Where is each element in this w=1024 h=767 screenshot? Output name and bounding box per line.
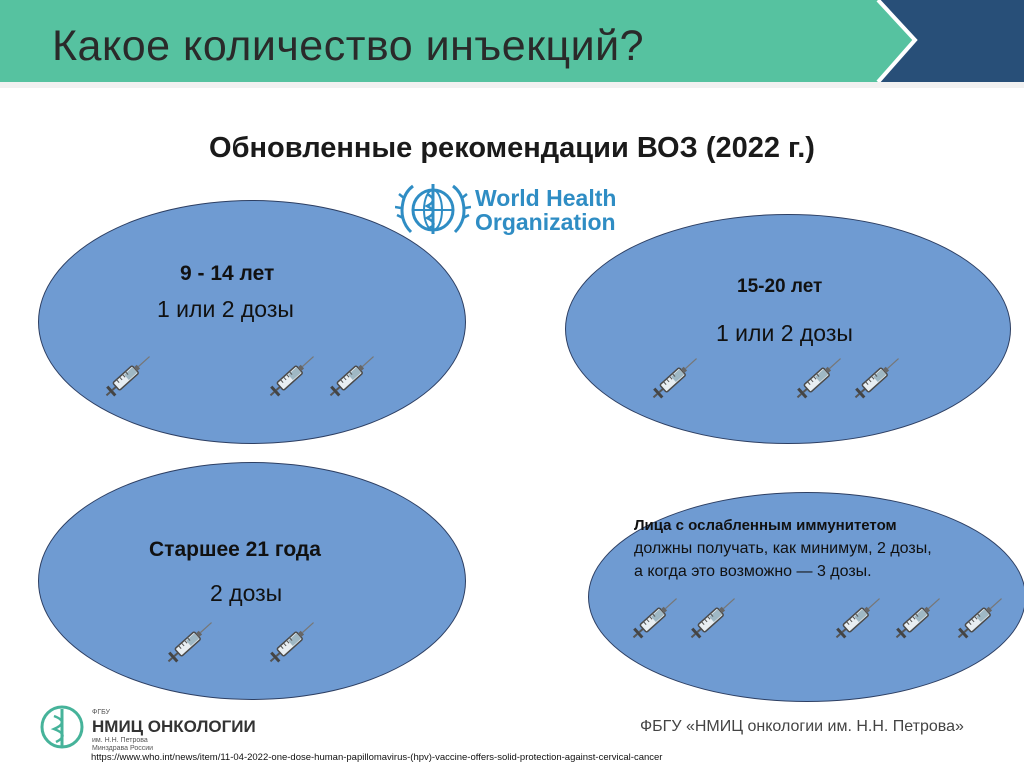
caduceus-icon <box>40 702 84 752</box>
footer-organization: ФБГУ «НМИЦ онкологии им. Н.Н. Петрова» <box>640 718 964 735</box>
group-age-label: 15-20 лет <box>737 276 823 297</box>
footer-logo-small: ФГБУ <box>92 709 110 716</box>
syringe-icon <box>98 346 158 411</box>
syringe-icon <box>322 346 382 411</box>
syringe-icon <box>625 588 685 653</box>
page-title: Какое количество инъекций? <box>52 22 645 70</box>
syringe-icon <box>262 612 322 677</box>
group-age-label: Старшее 21 года <box>149 538 321 561</box>
footer-logo <box>40 700 290 752</box>
footer-logo-sub2: Минздрава России <box>92 745 154 752</box>
who-logo-line2: Organization <box>475 209 616 235</box>
group-age-label: Лица с ослабленным иммунитетом <box>634 517 897 534</box>
footer-logo-sub1: им. Н.Н. Петрова <box>92 737 148 744</box>
group-dose-label: должны получать, как минимум, 2 дозы, <box>634 540 932 557</box>
who-emblem-icon <box>395 180 471 242</box>
group-dose-label: 1 или 2 дозы <box>157 296 294 322</box>
syringe-icon <box>645 348 705 413</box>
who-logo-text <box>475 186 616 234</box>
syringe-icon <box>847 348 907 413</box>
syringe-icon <box>828 588 888 653</box>
source-link[interactable]: https://www.who.int/news/item/11-04-2022-one-dose-human-papillomavirus-(hpv)-vaccine-offers-solid-protection-against-cervical-cancer <box>91 752 663 763</box>
syringe-icon <box>789 348 849 413</box>
syringe-icon <box>160 612 220 677</box>
who-logo <box>395 180 617 242</box>
page-subtitle: Обновленные рекомендации ВОЗ (2022 г.) <box>209 132 815 164</box>
syringe-icon <box>262 346 322 411</box>
group-dose-label: 1 или 2 дозы <box>716 320 853 346</box>
syringe-icon <box>950 588 1010 653</box>
footer-logo-name: НМИЦ ОНКОЛОГИИ <box>92 717 256 736</box>
group-age-label: 9 - 14 лет <box>180 262 275 285</box>
who-logo-line1: World Health <box>475 185 617 211</box>
group-dose-label: 2 дозы <box>210 580 283 606</box>
syringe-icon <box>888 588 948 653</box>
syringe-icon <box>683 588 743 653</box>
group-dose-label: а когда это возможно — 3 дозы. <box>634 563 872 580</box>
